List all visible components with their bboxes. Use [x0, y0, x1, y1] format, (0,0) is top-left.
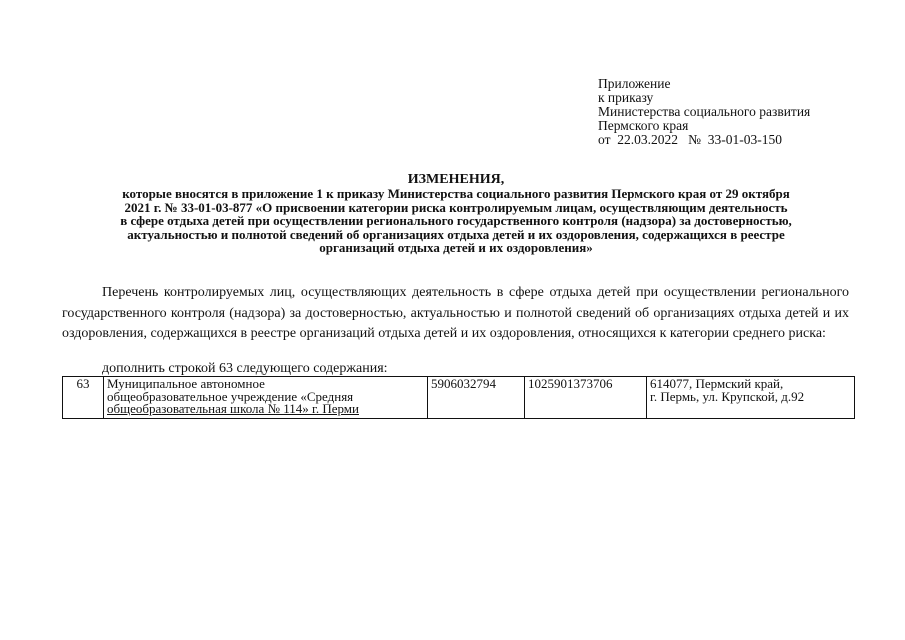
heading-subtitle-line: организаций отдыха детей и их оздоровления»: [319, 240, 593, 256]
organization-name-line: общеобразовательная школа № 114» г. Перми: [107, 401, 359, 416]
address-line: 614077, Пермский край,: [650, 376, 784, 391]
organization-name-line: Муниципальное автономное: [107, 376, 265, 391]
paragraph-text: Перечень контролируемых лиц, осуществляющих деятельность в сфере отдыха детей при осуществлении регионального государственного контроля (надзора) за достоверностью, актуальностью и полнотой сведений об организациях отдыха детей и их оздоровления, содержащихся в реестре организаций отдыха детей и их оздоровления, относящихся к категории среднего риска:: [62, 285, 849, 341]
appendix-line: Приложение: [598, 76, 671, 91]
heading-subtitle-line: в сфере отдыха детей при осуществлении регионального государственного контроля (надзора) за достоверностью,: [120, 213, 792, 229]
row-number-cell: 63: [63, 377, 104, 419]
document-heading: [56, 172, 856, 255]
appendix-order-line: от 22.03.2022 № 33-01-03-150: [598, 132, 782, 147]
body-paragraph: [62, 283, 849, 345]
organization-name-cell: [104, 377, 428, 419]
address-line: г. Пермь, ул. Крупской, д.92: [650, 388, 805, 404]
organization-name-line: общеобразовательное учреждение «Средняя: [107, 388, 354, 404]
appendix-block: [598, 77, 810, 147]
heading-subtitle-line: актуальностью и полнотой сведений об организациях отдыха детей и их оздоровления, содержащихся в реестре: [127, 226, 785, 242]
ogrn-cell: 1025901373706: [525, 377, 647, 419]
supplement-text: дополнить строкой 63 следующего содержания:: [102, 361, 388, 376]
appendix-line: к приказу: [598, 90, 654, 105]
appendix-line: Министерства социального развития: [598, 104, 811, 119]
appendix-line: Пермского края: [598, 118, 689, 133]
heading-title: ИЗМЕНЕНИЯ,: [407, 172, 505, 187]
table-row: [63, 377, 855, 419]
heading-subtitle-line: 2021 г. № 33-01-03-877 «О присвоении категории риска контролируемым лицам, осуществляющим деятельность: [124, 199, 788, 215]
heading-subtitle-line: которые вносятся в приложение 1 к приказу Министерства социального развития Пермского края от 29 октября: [122, 186, 790, 201]
registry-table: [62, 376, 855, 419]
inn-cell: 5906032794: [428, 377, 525, 419]
address-cell: [647, 377, 855, 419]
